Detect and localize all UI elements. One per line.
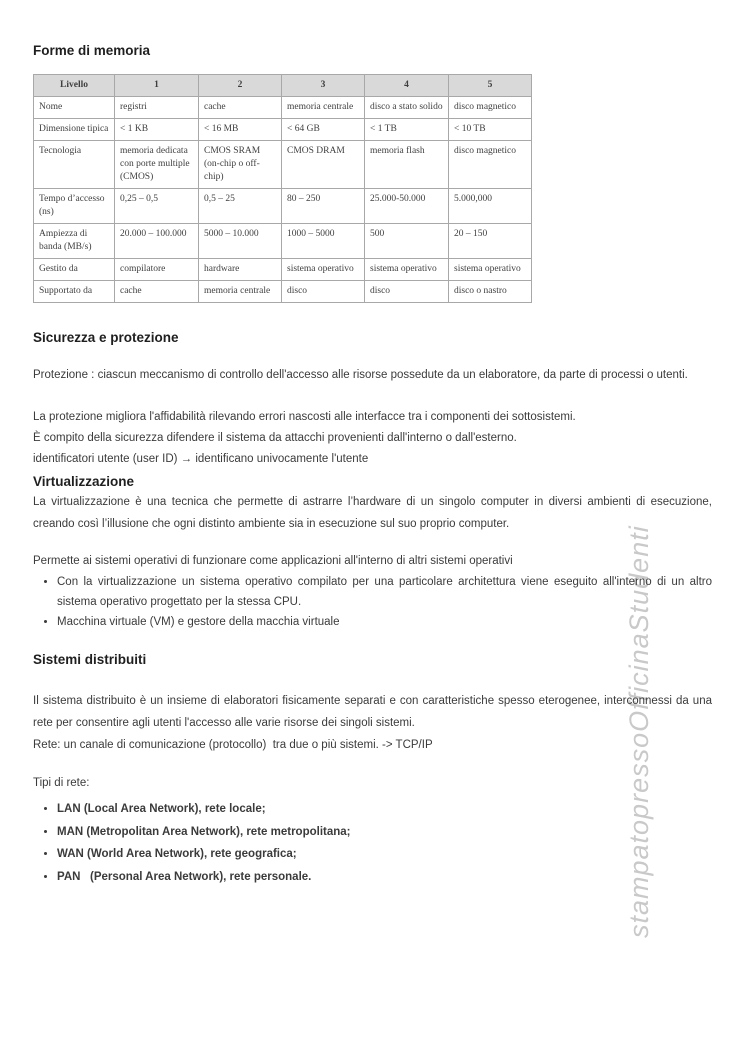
table-cell: memoria centrale: [282, 97, 365, 119]
table-row-tecnologia: [34, 141, 532, 189]
table-cell: memoria flash: [365, 141, 449, 189]
table-cell: memoria centrale: [199, 281, 282, 303]
table-row-tempo-accesso: [34, 189, 532, 224]
table-cell: Tecnologia: [34, 141, 115, 189]
section-heading-sicurezza: Sicurezza e protezione: [33, 330, 179, 345]
table-cell: Ampiezza di banda (MB/s): [34, 224, 115, 259]
section-heading-forme-di-memoria: Forme di memoria: [33, 43, 151, 58]
network-types-list: [33, 798, 712, 888]
security-line-user-id: identificatori utente (user ID) → identificano univocamente l'utente: [33, 453, 369, 465]
table-cell: sistema operativo: [449, 259, 532, 281]
table-cell: < 10 TB: [449, 119, 532, 141]
document-content: [33, 0, 712, 888]
table-cell: < 1 TB: [365, 119, 449, 141]
security-lines-block: [33, 407, 712, 470]
table-cell: < 64 GB: [282, 119, 365, 141]
list-item: • Con la virtualizzazione un sistema operativo compilato per una particolare architettura viene eseguito all'interno di un altro sistema operativo progettato per la stessa CPU.: [57, 572, 712, 612]
table-cell: Gestito da: [34, 259, 115, 281]
table-cell: CMOS SRAM (on-chip o off-chip): [199, 141, 282, 189]
table-cell: disco: [365, 281, 449, 303]
table-cell: 5000 – 10.000: [199, 224, 282, 259]
table-header-cell: 4: [365, 75, 449, 97]
watermark-text: stampatopressoOfficinaStudenti: [624, 525, 654, 938]
table-cell: disco a stato solido: [365, 97, 449, 119]
table-cell: 80 – 250: [282, 189, 365, 224]
list-item: • Macchina virtuale (VM) e gestore della macchia virtuale: [57, 612, 712, 632]
table-cell: hardware: [199, 259, 282, 281]
table-cell: 0,25 – 0,5: [115, 189, 199, 224]
table-cell: < 16 MB: [199, 119, 282, 141]
security-paragraph-protezione: Protezione : ciascun meccanismo di controllo dell'accesso alle risorse possedute da un elaboratore, da parte di processi o utenti.: [33, 369, 688, 381]
virtualization-paragraph-permette: Permette ai sistemi operativi di funzionare come applicazioni all'interno di altri sistemi operativi: [33, 555, 513, 567]
table-cell: 25.000-50.000: [365, 189, 449, 224]
table-cell: memoria dedicata con porte multiple (CMOS): [115, 141, 199, 189]
table-cell: disco magnetico: [449, 141, 532, 189]
table-cell: 5.000,000: [449, 189, 532, 224]
list-item-man: • MAN (Metropolitan Area Network), rete metropolitana;: [57, 821, 712, 844]
table-cell: cache: [115, 281, 199, 303]
table-cell: 500: [365, 224, 449, 259]
table-cell: Tempo d’accesso (ns): [34, 189, 115, 224]
table-header-cell: 1: [115, 75, 199, 97]
table-cell: Supportato da: [34, 281, 115, 303]
table-cell: 20.000 – 100.000: [115, 224, 199, 259]
table-row-dimensione: [34, 119, 532, 141]
table-cell: 1000 – 5000: [282, 224, 365, 259]
table-cell: 0,5 – 25: [199, 189, 282, 224]
table-header-cell: Livello: [34, 75, 115, 97]
security-line-affidabilita: La protezione migliora l'affidabilità rilevando errori nascosti alle interfacce tra i componenti dei sottosistemi.: [33, 411, 576, 423]
table-row-ampiezza-banda: [34, 224, 532, 259]
virtualization-bullet-list: [33, 572, 712, 632]
memory-table-header-row: [34, 75, 532, 97]
table-row-supportato-da: [34, 281, 532, 303]
table-cell: registri: [115, 97, 199, 119]
table-header-cell: 3: [282, 75, 365, 97]
table-cell: compilatore: [115, 259, 199, 281]
table-cell: cache: [199, 97, 282, 119]
table-cell: sistema operativo: [282, 259, 365, 281]
distributed-paragraph-rete: Rete: un canale di comunicazione (protocollo) tra due o più sistemi. -> TCP/IP: [33, 739, 433, 751]
list-item-wan: • WAN (World Area Network), rete geografica;: [57, 843, 712, 866]
table-cell: sistema operativo: [365, 259, 449, 281]
security-line-compito: È compito della sicurezza difendere il sistema da attacchi provenienti dall'interno o dall'esterno.: [33, 432, 517, 444]
distributed-paragraph-tipi-di-rete: Tipi di rete:: [33, 777, 90, 789]
section-heading-sistemi-distribuiti: Sistemi distribuiti: [33, 652, 147, 667]
table-cell: disco: [282, 281, 365, 303]
memory-table: [33, 74, 532, 303]
table-row-nome: [34, 97, 532, 119]
table-header-cell: 5: [449, 75, 532, 97]
list-item-pan: • PAN (Personal Area Network), rete personale.: [57, 866, 712, 889]
table-cell: Dimensione tipica: [34, 119, 115, 141]
list-item-lan: • LAN (Local Area Network), rete locale;: [57, 798, 712, 821]
table-header-cell: 2: [199, 75, 282, 97]
table-cell: 20 – 150: [449, 224, 532, 259]
distributed-paragraph-intro: Il sistema distribuito è un insieme di elaboratori fisicamente separati e con caratteristiche spesso eterogenee, interconnessi da una rete per consentire agli utenti l'accesso alle varie risorse dei singoli sistemi.: [33, 695, 712, 729]
table-cell: disco o nastro: [449, 281, 532, 303]
virtualization-paragraph-intro: La virtualizzazione è una tecnica che permette di astrarre l’hardware di un singolo computer in diversi ambienti di esecuzione, creando così l’illusione che ogni distinto ambiente sia in esecuzione sul suo proprio computer.: [33, 496, 712, 530]
table-cell: < 1 KB: [115, 119, 199, 141]
table-cell: CMOS DRAM: [282, 141, 365, 189]
section-heading-virtualizzazione: Virtualizzazione: [33, 474, 135, 489]
table-cell: disco magnetico: [449, 97, 532, 119]
table-row-gestito-da: [34, 259, 532, 281]
table-cell: Nome: [34, 97, 115, 119]
